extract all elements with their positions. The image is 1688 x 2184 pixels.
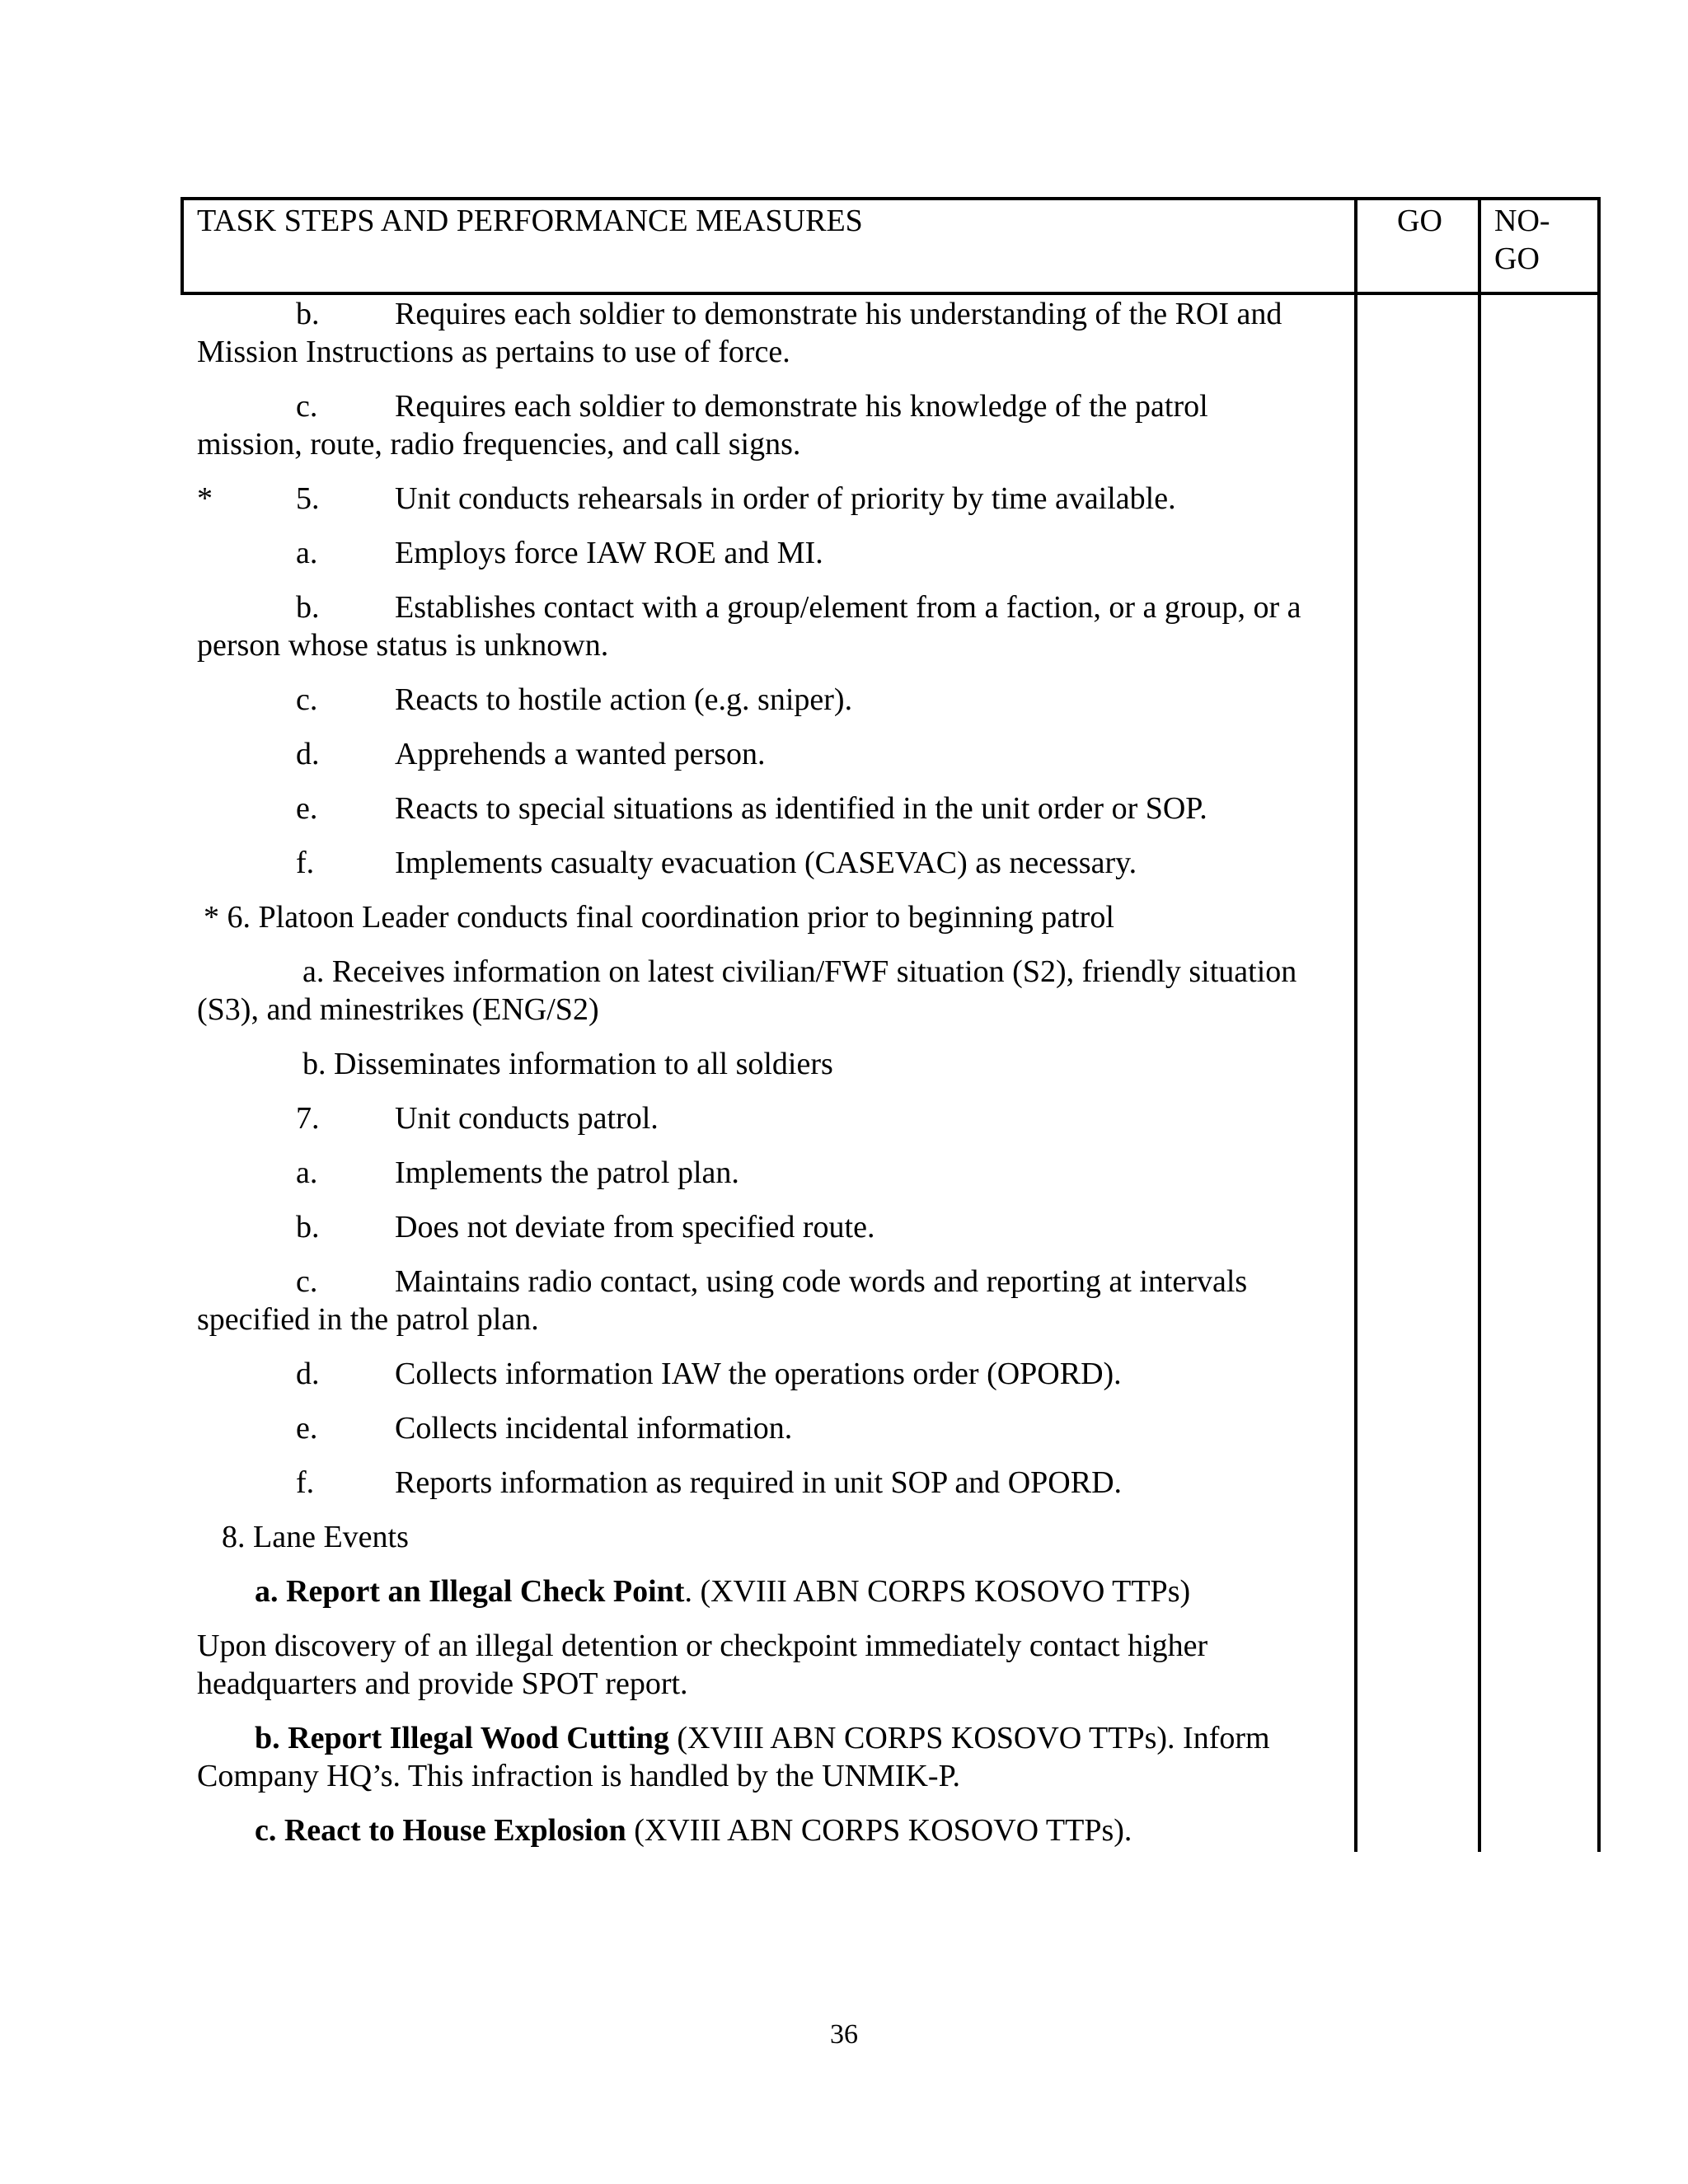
step-6b bbox=[197, 1045, 1367, 1083]
step-text: Maintains radio contact, using code words and reporting at intervals bbox=[395, 1264, 1248, 1299]
step-6 bbox=[197, 898, 1367, 936]
step-text: Reports information as required in unit SOP and OPORD. bbox=[395, 1465, 1123, 1500]
step-text: Unit conducts patrol. bbox=[395, 1101, 659, 1136]
step-text: Establishes contact with a group/element from a faction, or a group, or a bbox=[395, 590, 1301, 625]
step-5 bbox=[197, 480, 1367, 518]
step-text: Implements casualty evacuation (CASEVAC) as necessary. bbox=[395, 846, 1137, 880]
lane-event-title: a. Report an Illegal Check Point bbox=[255, 1574, 685, 1609]
step-label: e. bbox=[296, 791, 318, 826]
step-5c bbox=[197, 681, 1367, 719]
lane-event-source: (XVIII ABN CORPS KOSOVO TTPs). bbox=[626, 1813, 1132, 1848]
step-label: c. bbox=[296, 1264, 318, 1299]
lane-event-text-continuation: headquarters and provide SPOT report. bbox=[197, 1666, 688, 1701]
step-text: Reacts to hostile action (e.g. sniper). bbox=[395, 682, 853, 717]
step-5d bbox=[197, 735, 1367, 773]
lane-event-text-continuation: Company HQ’s. This infraction is handled by the UNMIK-P. bbox=[197, 1759, 960, 1793]
table-right-border bbox=[1597, 197, 1601, 1852]
lane-event-source: . (XVIII ABN CORPS KOSOVO TTPs) bbox=[684, 1574, 1191, 1609]
step-8c bbox=[197, 1811, 1367, 1849]
task-steps-body bbox=[197, 295, 1367, 1866]
step-4c bbox=[197, 387, 1367, 463]
step-label: a. bbox=[296, 1155, 318, 1190]
step-text: Does not deviate from specified route. bbox=[395, 1210, 875, 1244]
step-text: Collects information IAW the operations order (OPORD). bbox=[395, 1357, 1122, 1391]
header-nogo-line2: GO bbox=[1494, 241, 1540, 276]
critical-star: * bbox=[197, 481, 213, 516]
step-label: c. bbox=[296, 389, 318, 424]
step-text: * 6. Platoon Leader conducts final coordination prior to beginning patrol bbox=[204, 900, 1114, 935]
step-label: d. bbox=[296, 1357, 320, 1391]
step-7d bbox=[197, 1355, 1367, 1393]
step-text: 8. Lane Events bbox=[222, 1520, 409, 1554]
step-text-continuation: mission, route, radio frequencies, and call signs. bbox=[197, 427, 801, 462]
step-text-continuation: specified in the patrol plan. bbox=[197, 1302, 539, 1337]
step-8a-body bbox=[197, 1627, 1367, 1703]
step-label: c. bbox=[296, 682, 318, 717]
step-4b bbox=[197, 295, 1367, 371]
step-text-continuation: (S3), and minestrikes (ENG/S2) bbox=[197, 992, 599, 1027]
step-label: f. bbox=[296, 846, 315, 880]
go-column-divider bbox=[1478, 197, 1481, 1852]
step-7 bbox=[197, 1099, 1367, 1137]
step-5a bbox=[197, 534, 1367, 572]
lane-event-source: (XVIII ABN CORPS KOSOVO TTPs). Inform bbox=[668, 1721, 1270, 1755]
header-task-steps: TASK STEPS AND PERFORMANCE MEASURES bbox=[197, 204, 863, 238]
step-5f bbox=[197, 844, 1367, 882]
step-text: Unit conducts rehearsals in order of priority by time available. bbox=[395, 481, 1176, 516]
step-7a bbox=[197, 1154, 1367, 1192]
step-7c bbox=[197, 1263, 1367, 1338]
step-5e bbox=[197, 790, 1367, 827]
step-7e bbox=[197, 1409, 1367, 1447]
step-8 bbox=[197, 1518, 1367, 1556]
lane-event-title: b. Report Illegal Wood Cutting bbox=[255, 1721, 669, 1755]
step-8b bbox=[197, 1719, 1367, 1795]
header-go: GO bbox=[1397, 204, 1442, 238]
step-label: 7. bbox=[296, 1101, 320, 1136]
step-text: Apprehends a wanted person. bbox=[395, 737, 766, 771]
step-text-continuation: person whose status is unknown. bbox=[197, 628, 609, 663]
step-label: a. bbox=[296, 536, 318, 570]
step-text: Collects incidental information. bbox=[395, 1411, 793, 1446]
step-label: 5. bbox=[296, 481, 320, 516]
table-left-border bbox=[181, 197, 184, 295]
step-label: d. bbox=[296, 737, 320, 771]
performance-measures-table bbox=[181, 197, 1601, 1852]
step-6a bbox=[197, 953, 1367, 1029]
step-text: a. Receives information on latest civilian/FWF situation (S2), friendly situation bbox=[302, 954, 1297, 989]
step-text: Reacts to special situations as identified in the unit order or SOP. bbox=[395, 791, 1207, 826]
step-5b bbox=[197, 588, 1367, 664]
lane-event-title: c. React to House Explosion bbox=[255, 1813, 626, 1848]
header-nogo-line1: NO- bbox=[1494, 204, 1550, 238]
page-number: 36 bbox=[830, 2019, 858, 2050]
step-text: Implements the patrol plan. bbox=[395, 1155, 739, 1190]
table-top-border bbox=[181, 197, 1601, 200]
step-text: b. Disseminates information to all soldiers bbox=[302, 1047, 833, 1081]
step-label: e. bbox=[296, 1411, 318, 1446]
step-label: f. bbox=[296, 1465, 315, 1500]
step-8a bbox=[197, 1572, 1367, 1610]
step-text: Requires each soldier to demonstrate his understanding of the ROI and bbox=[395, 297, 1282, 331]
step-text: Requires each soldier to demonstrate his knowledge of the patrol bbox=[395, 389, 1208, 424]
step-7f bbox=[197, 1464, 1367, 1502]
step-text: Employs force IAW ROE and MI. bbox=[395, 536, 823, 570]
step-label: b. bbox=[296, 590, 320, 625]
step-7b bbox=[197, 1208, 1367, 1246]
lane-event-text: Upon discovery of an illegal detention or checkpoint immediately contact higher bbox=[197, 1629, 1208, 1663]
step-label: b. bbox=[296, 297, 320, 331]
step-text-continuation: Mission Instructions as pertains to use of force. bbox=[197, 335, 790, 369]
step-label: b. bbox=[296, 1210, 320, 1244]
